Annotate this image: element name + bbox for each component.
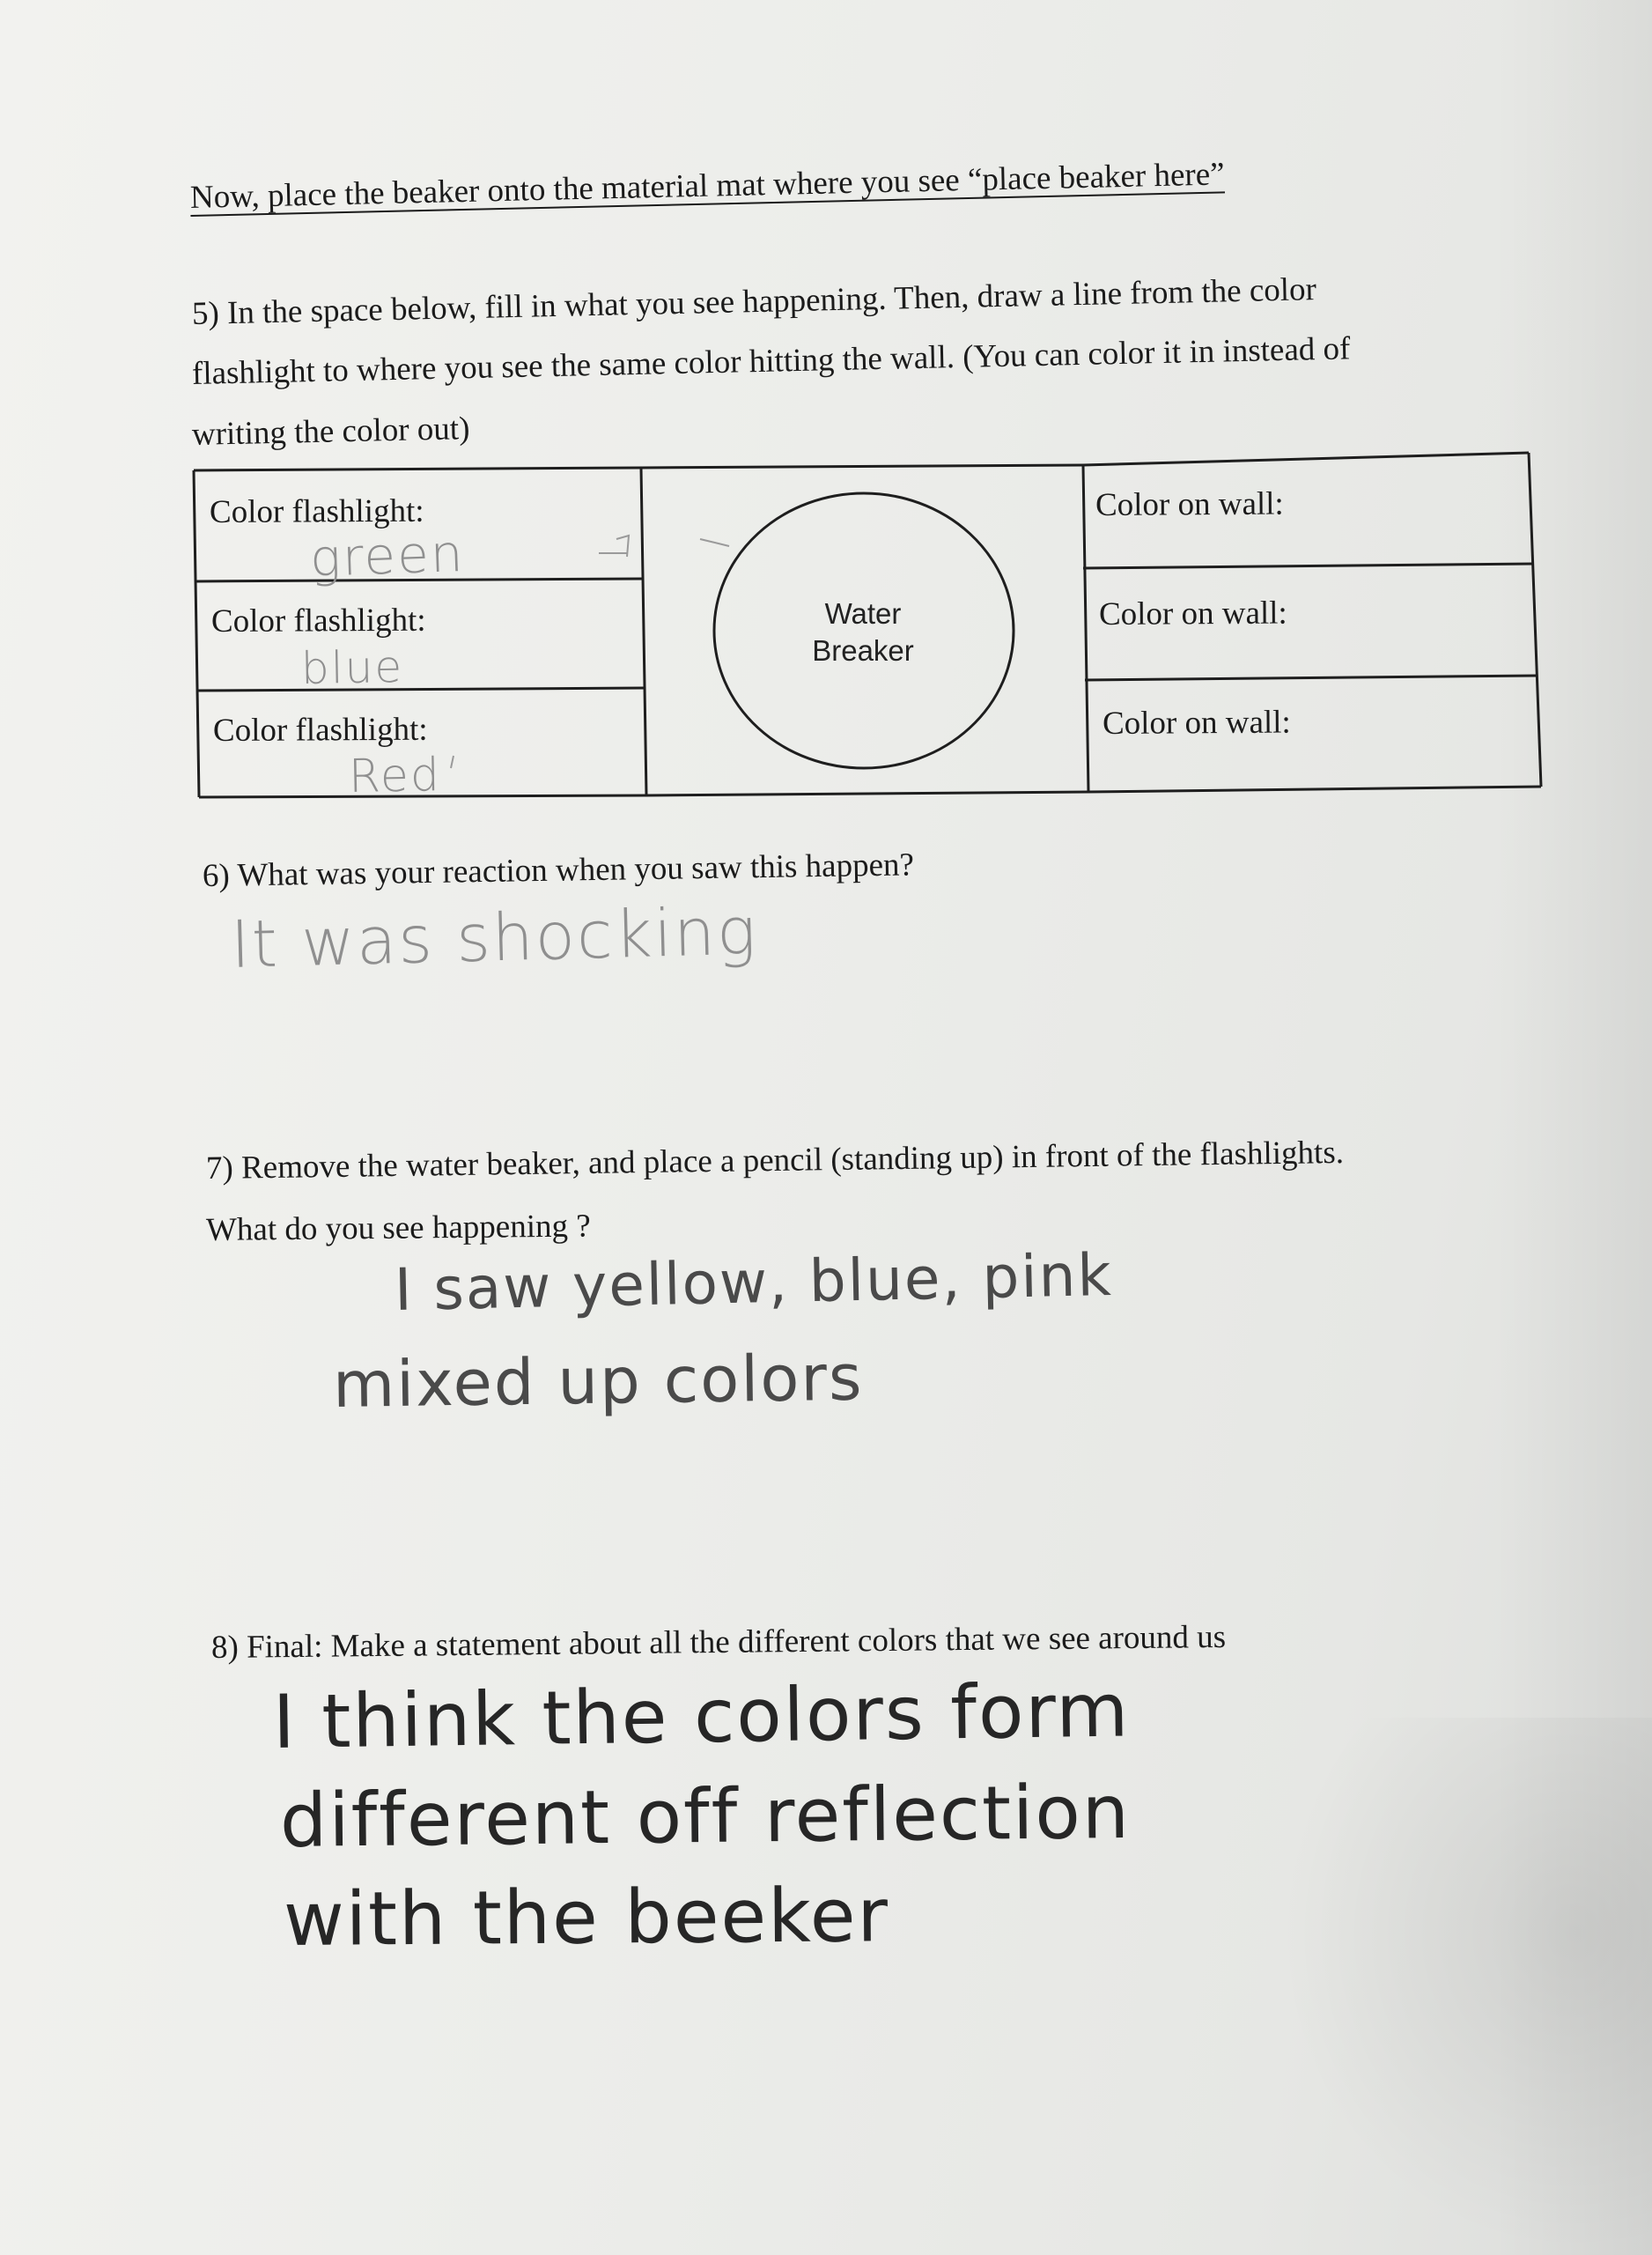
flashlight-answer-red: Red [348, 749, 442, 803]
question-6-answer: It was shocking [229, 893, 759, 983]
table-right-bottom-line [1088, 787, 1541, 792]
flashlight-answer-green: green [308, 522, 466, 588]
table-middle-bottom-line [646, 792, 1088, 795]
beaker-label-line-1: Water [824, 597, 902, 630]
table-right-row-divider-1 [1083, 564, 1534, 568]
beaker-label-line-2: Breaker [812, 634, 914, 667]
pencil-mark-stroke [700, 539, 729, 546]
question-8-prompt: 8) Final: Make a statement about all the different colors that we see around us [210, 1618, 1227, 1666]
table-middle-top-line [641, 465, 1083, 468]
table-left-row-divider-2 [197, 688, 645, 691]
table-right-outer-border [1529, 453, 1541, 787]
table-right-inner-border [1083, 465, 1088, 792]
question-7-answer-line-2: mixed up colors [332, 1340, 864, 1422]
wall-label-3: Color on wall: [1102, 704, 1291, 742]
question-5-line-2: flashlight to where you see the same color hitting the wall. (You can color it in instead of [191, 330, 1351, 392]
question-5-line-1: 5) In the space below, fill in what you see happening. Then, draw a line from the color [191, 271, 1317, 332]
question-7-line-2: What do you see happening ? [205, 1208, 591, 1248]
question-8-answer-line-2: different off reflection [279, 1768, 1132, 1864]
table-left-outer-border [194, 470, 199, 797]
table-right-row-divider-2 [1085, 676, 1538, 680]
flashlight-label-1: Color flashlight: [209, 492, 424, 530]
question-8-answer-line-3: with the beeker [283, 1872, 890, 1963]
flashlight-label-2: Color flashlight: [210, 602, 426, 640]
instruction-heading: Now, place the beaker onto the material mat where you see “place beaker here” [189, 156, 1225, 216]
question-8-answer-line-1: I think the colors form [272, 1667, 1131, 1765]
flashlight-answer-blue: blue [300, 640, 404, 694]
beaker-circle [714, 493, 1014, 768]
table-left-top-line [194, 468, 641, 470]
pencil-mark-comma [451, 756, 454, 768]
wall-label-1: Color on wall: [1095, 485, 1284, 523]
question-7-line-1: 7) Remove the water beaker, and place a pencil (standing up) in front of the flashlights. [205, 1134, 1345, 1187]
flashlight-label-3: Color flashlight: [212, 711, 428, 749]
question-5-line-3: writing the color out) [191, 410, 470, 453]
table-left-inner-border [641, 468, 646, 795]
table-right-top-line [1083, 453, 1529, 465]
question-6-prompt: 6) What was your reaction when you saw this happen? [202, 847, 915, 894]
question-7-answer-line-1: I saw yellow, blue, pink [394, 1240, 1114, 1324]
wall-label-2: Color on wall: [1098, 595, 1287, 632]
